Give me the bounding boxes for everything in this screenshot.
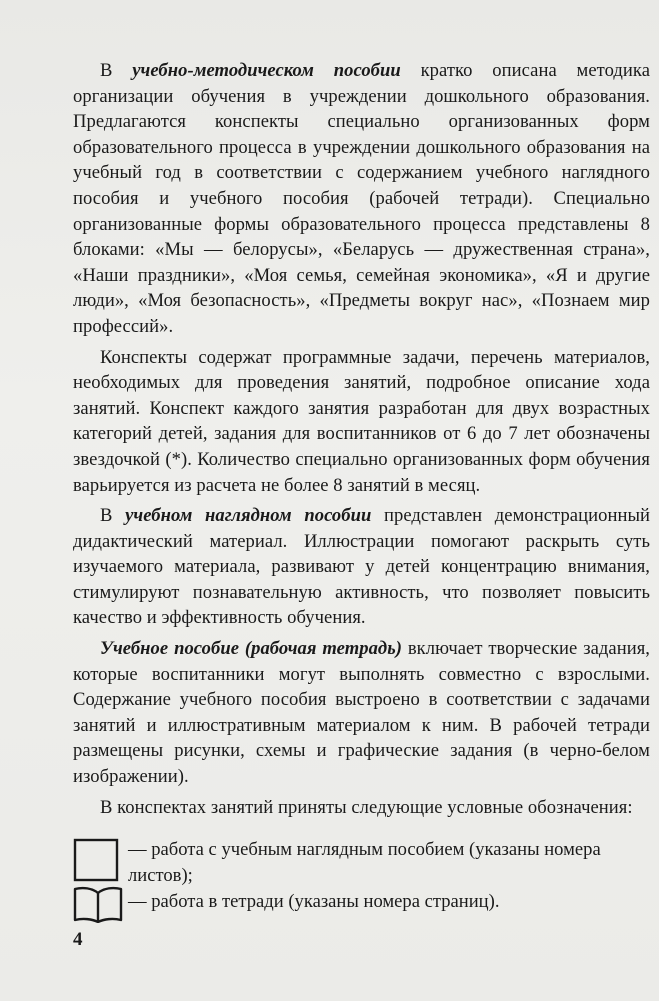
open-book-icon — [73, 885, 123, 928]
paragraph-text: включает творческие задания, которые воспитанники могут выполнять совместно с взрослыми. Содержание учебного пособия выстроено в соответствии с задачами занятий и иллюстративным материалом к ним. В рабочей тетради размещены рисунки, схемы и графические задания (в черно-белом изображении). — [73, 638, 651, 788]
page-body — [73, 58, 650, 820]
legend-item-visual-aid — [73, 837, 650, 887]
emphasis-term: учебном наглядном пособии — [125, 505, 372, 527]
paragraph-text: кратко описана методика организации обучения в учреждении дошкольного образования. Предлагаются конспекты специально организованных форм образовательного процесса в учреждении дошкольного образования на учебный год в соответствии с содержанием учебного наглядного пособия и учебного пособия (рабочей тетради). Специально организованные формы образовательного процесса представлены 8 блоками: «Мы — белорусы», «Беларусь — дружественная страна», «Наши праздники», «Моя семья, семейная экономика», «Я и другие люди», «Моя безопасность», «Предметы вокруг нас», «Познаем мир профессий». — [73, 60, 651, 337]
paragraph-workbook — [73, 636, 650, 790]
square-frame-icon — [73, 838, 119, 887]
legend-text: — работа в тетради (указаны номера страниц). — [128, 891, 500, 912]
emphasis-term: Учебное пособие (рабочая тетрадь) — [100, 638, 402, 660]
paragraph-text: представлен демонстрационный дидактический материал. Иллюстрации помогают раскрыть суть изучаемого материала, развивают у детей концентрацию внимания, стимулируют познавательную активность, что позволяет повысить качество и эффективность обучения. — [73, 505, 650, 629]
emphasis-term: учебно-методическом пособии — [132, 60, 401, 81]
paragraph-lesson-plans: Конспекты содержат программные задачи, перечень материалов, необходимых для проведения занятий, подробное описание хода занятий. Конспект каждого занятия разработан для двух возрастных категорий детей, задания для воспитанников от 6 до 7 лет обозначены звездочкой (*). Количество специально организованных форм обучения варьируется из расчета не более 8 занятий в месяц. — [73, 346, 650, 496]
legend-item-workbook — [73, 885, 650, 925]
legend-text: — работа с учебным наглядным пособием (указаны номера листов); — [128, 839, 601, 886]
paragraph-visual-aid — [73, 503, 650, 631]
paragraph-lead: В — [100, 60, 133, 81]
page-number: 4 — [73, 929, 83, 950]
paragraph-legend-intro: В конспектах занятий приняты следующие условные обозначения: — [100, 796, 633, 818]
paragraph-methodical-guide — [73, 58, 650, 340]
paragraph-lead: В — [100, 505, 126, 527]
